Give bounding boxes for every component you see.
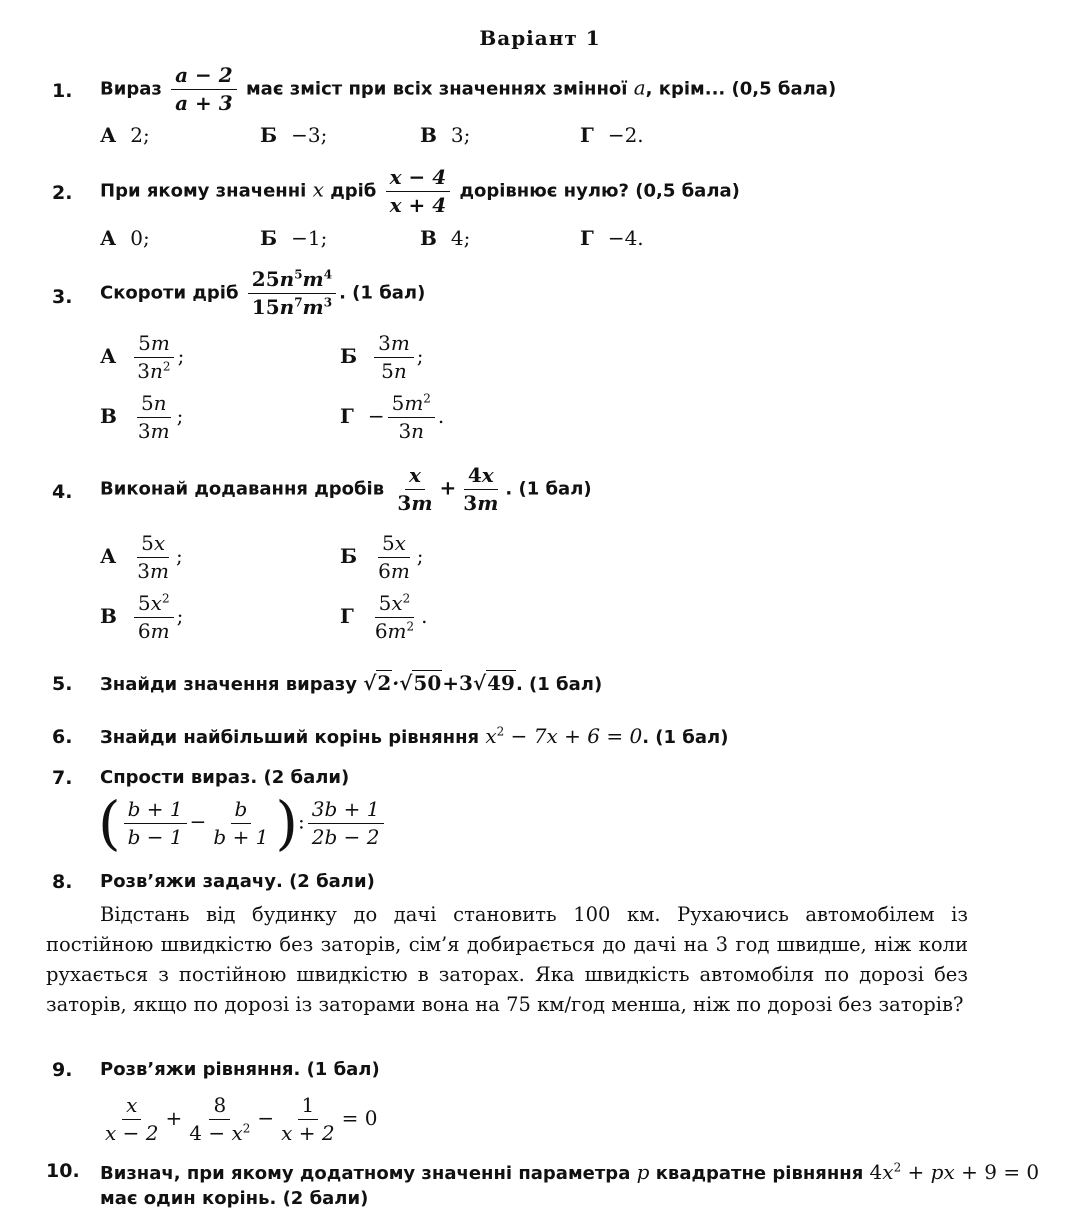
q10-line2: має один корінь. (2 бали) — [100, 1188, 369, 1209]
q6-post: . (1 бал) — [642, 727, 729, 748]
q4-option-a[interactable]: А $\frac{5x}{3m}$ ; — [100, 531, 183, 583]
q1-post: , крім... (0,5 бала) — [645, 78, 837, 100]
q2-option-b[interactable]: Б −1; — [260, 226, 328, 250]
q2-option-a[interactable]: А 0; — [100, 226, 150, 250]
q10-mid: квадратне рівняння — [655, 1163, 864, 1184]
q8-text: Розв’яжи задачу. (2 бали) — [100, 871, 375, 892]
q2-number: 2. — [52, 182, 73, 204]
q7-text: Спрости вираз. (2 бали) — [100, 767, 350, 788]
q1-var: a — [633, 75, 646, 100]
q6-text — [100, 724, 728, 748]
q4-option-c[interactable]: В $\frac{5x^2}{6m}$ ; — [100, 591, 184, 643]
q4-number: 4. — [52, 481, 73, 503]
q8-number: 8. — [52, 871, 73, 893]
q2-fraction — [386, 164, 451, 219]
q3-frac-den: $15n^7m^3$ — [251, 295, 333, 319]
q3-post: . (1 бал) — [339, 282, 426, 304]
q2-option-c[interactable]: В 4; — [420, 226, 471, 250]
q3-option-c[interactable]: В $\frac{5n}{3m}$ ; — [100, 391, 184, 443]
q4-fraction-2: $\frac{4x}{3m}$ — [463, 463, 499, 515]
q1-option-a[interactable]: А 2; — [100, 123, 150, 147]
q4-option-d[interactable]: Г $\frac{5x^2}{6m^2}$ . — [340, 591, 428, 643]
q2-post: дорівнює нулю? (0,5 бала) — [459, 180, 740, 202]
q4-text — [100, 462, 592, 517]
q4-pre: Виконай додавання дробів — [100, 478, 385, 500]
q2-var: x — [312, 177, 324, 202]
q2-mid: дріб — [330, 180, 377, 202]
q2-frac-den: x + 4 — [389, 193, 447, 217]
q9-number: 9. — [52, 1059, 73, 1081]
q2-text — [100, 164, 740, 219]
q3-option-b[interactable]: Б $\frac{3m}{5n}$ ; — [340, 331, 424, 383]
q1-option-b[interactable]: Б −3; — [260, 123, 328, 147]
q5-pre: Знайди значення виразу — [100, 674, 357, 695]
q10-var: p — [636, 1160, 650, 1184]
q1-fraction — [171, 62, 237, 117]
q1-option-c[interactable]: В 3; — [420, 123, 471, 147]
q9-equation: $\frac{x}{x - 2}$ + $\frac{8}{4 - x^2}$ − $\frac{1}{x + 2}$ = 0 — [105, 1093, 378, 1145]
q8-paragraph: Відстань від будинку до дачі становить 100 км. Рухаючись автомобілем із постійною швидкістю без заторів, сім’я добирається до дачі на 3 год швидше, ніж коли рухається з постійною швидкістю в заторах. Яка швидкість автомобіля по дорозі без заторів, якщо по дорозі із заторами вона на 75 км/год менша, ніж по дорозі без заторів? — [46, 903, 968, 1016]
q9-text: Розв’яжи рівняння. (1 бал) — [100, 1059, 380, 1080]
q1-pre: Вираз — [100, 78, 162, 100]
q3-fraction — [248, 266, 336, 321]
q3-option-a[interactable]: А $\frac{5m}{3n^2}$ ; — [100, 331, 185, 383]
q2-pre: При якому значенні — [100, 180, 307, 202]
q4-post: . (1 бал) — [505, 478, 592, 500]
q4-option-b[interactable]: Б $\frac{5x}{6m}$ ; — [340, 531, 424, 583]
q6-equation: $x^2 - 7x + 6 = 0$ — [485, 724, 643, 748]
q1-frac-num: a − 2 — [171, 62, 237, 90]
q2-frac-num: x − 4 — [386, 164, 451, 192]
q3-text — [100, 266, 425, 321]
q10-text — [100, 1160, 1039, 1184]
q10-equation: $4x^2$ + px + 9 = 0 — [869, 1160, 1040, 1184]
q1-text — [100, 62, 836, 117]
q3-option-d[interactable]: Г − $\frac{5m^2}{3n}$ . — [340, 391, 445, 443]
q1-number: 1. — [52, 80, 73, 102]
page-title: Варіант 1 — [479, 26, 601, 50]
q5-text — [100, 671, 602, 695]
q10-number: 10. — [46, 1160, 80, 1182]
q5-expression: √2·√50+3√49 — [363, 671, 515, 695]
q3-pre: Скороти дріб — [100, 282, 239, 304]
q7-number: 7. — [52, 767, 73, 789]
q3-number: 3. — [52, 286, 73, 308]
q4-plus: + — [439, 475, 457, 500]
q7-expression: ( $\frac{b + 1}{b - 1}$ − $\frac{b}{b + 1}$ ): $\frac{3b + 1}{2b - 2}$ — [98, 794, 387, 852]
q6-number: 6. — [52, 726, 73, 748]
q1-option-d[interactable]: Г −2. — [580, 123, 644, 147]
q5-number: 5. — [52, 673, 73, 695]
q1-frac-den: a + 3 — [175, 91, 233, 115]
q6-pre: Знайди найбільший корінь рівняння — [100, 727, 480, 748]
q3-frac-num: $25n^5m^4$ — [248, 266, 336, 294]
q10-pre: Визнач, при якому додатному значенні параметра — [100, 1163, 631, 1184]
q4-fraction-1: $\frac{x}{3m}$ — [397, 463, 433, 515]
q2-option-d[interactable]: Г −4. — [580, 226, 644, 250]
q5-post: . (1 бал) — [515, 674, 603, 695]
q1-mid: має зміст при всіх значеннях змінної — [245, 78, 628, 100]
